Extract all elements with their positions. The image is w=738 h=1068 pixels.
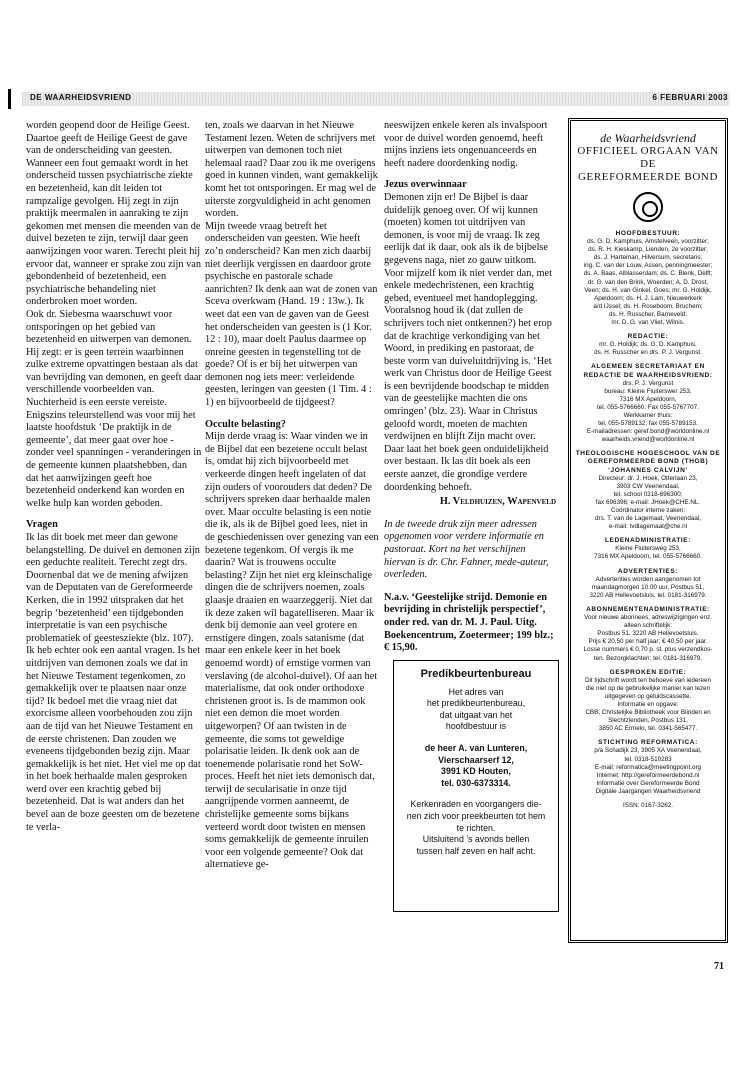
article-column-1 [26, 120, 202, 834]
colophon-line: E-mailadressen: geref.bond@worldonline.nl [586, 428, 710, 436]
paragraph: Ik heb echter ook een aantal vragen. Is het uitdrijven van demonen zoals we dat in het Nieuwe Testament tegenkomen, zo gemakkelijk over te plaatsen naar onze tijd? Ik bedoel met die vraag niet dat exorcisme alleen voorbehouden zou zijn aan de tijd van het Nieuwe Testament en de eerste christenen. Dan zouden we eveneens tijdgebonden bezig zijn. Maar gemakkelijk is het niet. Het viel me op dat in het boek herhaalde malen gesproken werd over een krachtig gebed bij bezetenheid. Dat is wat anders dan het bevel aan de boze geesten om de bezetene te verla- [26, 645, 201, 833]
book-review-info: N.a.v. ‘Geestelijke strijd. Demonie en bevrijding in christelijk perspectief’, onder red. van dr. M. J. Paul. Uitg. Boekencentrum, Zoetermeer; 199 blz.; € 15,90. [384, 591, 554, 654]
colophon-line: Slechtzienden, Postbus 131, [608, 717, 688, 725]
editorial-note: In de tweede druk zijn meer adressen opgenomen voor verdere informatie en pastoraat. Kort na het verschijnen hiervan is dr. Chr. Fahner, mede-auteur, overleden. [384, 518, 549, 581]
colophon-line: ds. H. Russcher en drs. P. J. Vergunst. [594, 349, 702, 357]
colophon-line: tel. 0318-510283 [624, 755, 672, 763]
box-line: Het adres van [448, 686, 504, 697]
paragraph: worden geopend door de Heilige Geest. Daartoe geeft de Heilige Geest de gave van de onderscheiding van geesten. Wanneer een fout gemaakt wordt in het onderscheid tussen psychiatrische ziekte en bezetenheid, kan dit leiden tot rampzalige gevolgen. Hij zegt in zijn praktijk meermalen in aanraking te zijn gekomen met mensen die meenden van de duivel bezeten te zijn, terwijl daar geen aanwijzingen voor waren. Terecht pleit hij ervoor dat, wanneer er sprake zou zijn van gebondenheid of bezetenheid, een psychiatrische behandeling niet onderbroken moet worden. [26, 120, 201, 308]
colophon-line: dr. G. van den Brink, Woerden; A. D. Drost, [587, 278, 709, 286]
header-paper-name: DE WAARHEIDSVRIEND [30, 93, 132, 102]
colophon-heading: ADVERTENTIES: [617, 567, 679, 575]
contact-city: 3991 KD Houten, [441, 766, 511, 777]
colophon-line: 7316 MX Apeldoorn, tel. 055-5766660. [594, 553, 702, 561]
colophon-section [575, 606, 721, 663]
colophon-line: ten. Bezorgklachten: tel. 0181-316979. [593, 654, 703, 662]
header-date: 6 FEBRUARI 2003 [652, 93, 728, 102]
colophon-line: mr. G. Holdijk; ds. G. D. Kamphuis; [599, 341, 697, 349]
paragraph: Mijn tweede vraag betreft het onderscheiden van geesten. Wie heeft zo’n onderscheid? Kan men zich daarbij niet deerlijk vergissen en daardoor grote psychische en pastorale schade aanrichten? Ik denk aan wat de zonen van Sceva overkwam (Hand. 19 : 13w.). Ik weet dat een van de gaven van de Geest het onderscheiden van geesten is (1 Kor. 12 : 10), maar doelt Paulus daarmee op onreine geesten in tegenstelling tot de goede? Of is er bij het uitwerpen van demonen nog iets meer: verleidende geesten, leringen van geesten (1 Tim. 4 : 1) en bijvoorbeeld de tijdgeest? [205, 220, 378, 409]
colophon-line: e-mail: tvdlagemaat@che.nl [608, 523, 688, 531]
colophon-line: E-mail: reformatica@meetingpoint.org [594, 763, 702, 771]
colophon-line: drs. P. J. Vergunst [622, 379, 674, 387]
issn: ISSN: 0167-3262. [622, 802, 674, 809]
masthead-subtitle: OFFICIEEL ORGAAN VAN DE [577, 145, 719, 170]
colophon-line: Werkkamer thuis: [623, 411, 673, 419]
colophon-heading: THEOLOGISCHE HOGESCHOOL VAN DE GEREFORMEERDE BOND (THGB) ‘JOHANNES CALVIJN’ [575, 450, 721, 474]
colophon-heading: STICHTING REFORMATICA: [598, 739, 698, 747]
colophon-heading: ABONNEMENTENADMINISTRATIE: [586, 605, 710, 613]
box-footer-line: te richten. [456, 822, 496, 833]
box-footer-line: Uitsluitend ’s avonds bellen [422, 834, 530, 845]
colophon-line: Advertenties worden aangenomen tot [595, 575, 701, 583]
paragraph: Ik las dit boek met meer dan gewone belangstelling. De duivel en demonen zijn een geduchte realiteit. Terecht zegt drs. Doornenbal dat we de mening afwijzen van de Deputaten van de Gereformeerde Kerken, die in 1992 uitspraken dat het begrip ‘bezetenheid’ een tijdgebonden interpretatie is van een psychische problematiek of geestesziekte (blz. 107). [26, 532, 200, 644]
author-signature: H. Veldhuizen, Wapenveld [439, 496, 556, 508]
page-header [22, 92, 730, 106]
paragraph: ten, zoals we daarvan in het Nieuwe Testament lezen. Weten de schrijvers met uitwerpen van demonen toch niet helemaal raad? Daar zou ik me overigens goed in kunnen vinden, want gemakkelijk komt het tot ontsporingen. Er mag wel de uiterste zorgvuldigheid in acht genomen worden. [205, 120, 378, 220]
colophon-section [575, 669, 721, 734]
colophon-line: Internet: http://gereformeerdebond.nl [596, 771, 700, 779]
colophon-section [575, 450, 721, 531]
colophon-line: CBB, Christelijke Bibliotheek voor Blinden en [585, 709, 711, 717]
colophon-line: Losse nummers € 0,70 p. st. plus verzendkos- [583, 646, 713, 654]
colophon-heading: LEDENADMINISTRATIE: [604, 537, 692, 545]
page-number: 71 [714, 961, 724, 972]
contact-name: de heer A. van Lunteren, [424, 742, 528, 753]
colophon-line: ds. H. Russcher, Barneveld; [608, 310, 688, 318]
colophon-line: Coördinator interne zaken: [610, 507, 686, 514]
colophon-section [575, 230, 721, 327]
section-heading-vragen: Vragen [26, 519, 58, 531]
predikbeurtenbureau-box [393, 660, 559, 912]
colophon-line: mr. D. G. van Vliet, Wilnis. [611, 319, 685, 327]
paragraph: Mijn derde vraag is: Waar vinden we in de Bijbel dat een bezetene occult belast is, omdat hij zich bijvoorbeeld met verkeerde dingen heeft ingelaten of dat zijn ouders of voorouders dat deden? De schrijvers spreken daar herhaalde malen over. Maar occulte belasting is een notie die ik, als ik de Bijbel goed lees, niet in de geschiedenissen over genezing van een bezetene tegenkom. Of vergis ik me daarin? Wat is trouwens occulte belasting? Zijn het niet erg kleinschalige dingen die de schrijvers noemen, zoals glaasje draaien en waarzeggerij. Niet dat ik deze zaken wil bagatelliseren. Maar ik denk bij demonie aan veel grotere en ernstigere dingen, zoals satanisme (dat maar een enkele keer in het boek genoemd wordt) of ernstige vormen van verslaving (de alcohol-duivel). Of aan het materialisme, dat ook onder orthodoxe christenen groot is. Is de mammon ook niet een demon die moet worden uitgeworpen? Of aan twisten in de gemeente, die soms tot geweldige polarisatie leiden. Ik denk ook aan de toenemende polarisatie rond het SoW-proces. Heeft het niet iets demonisch dat, terwijl de secularisatie in onze tijd aangrijpende vormen aanneemt, de christelijke gemeente soms bijkans verteerd wordt door twisten en mensen soms gemakkelijk de gemeente inruilen voor een volgende gemeente? Ook dat alternatieve ge- [205, 431, 379, 871]
colophon-line: alleen schriftelijk: [624, 622, 672, 630]
box-footer-line: tussen half zeven en half acht. [416, 845, 536, 856]
colophon-line: Prijs € 20,50 per half jaar; € 40,50 per jaar. [588, 638, 708, 646]
paragraph: Enigszins teleurstellend was voor mij het laatste hoofdstuk ‘De praktijk in de gemeente’, dat meer gaat over hoe - zonder veel spanningen - veranderingen in de gemeente kunnen plaatshebben, dan dat het aanwijzingen geeft hoe bezetenheid onderkend kan worden en welke hulp kan worden geboden. [26, 409, 202, 509]
colophon-line: tel. school 0318-696300; [613, 490, 683, 498]
colophon-line: Informatie over Gereformeerde Bond [596, 779, 700, 787]
colophon-heading: REDACTIE: [627, 333, 669, 341]
colophon-line: 3850 AC Ermelo, tel. 0341-565477. [598, 725, 698, 733]
contact-street: Vierschaarserf 12, [438, 754, 514, 765]
colophon-line: tel. 055-5789132; fax 055-5789153. [598, 420, 698, 428]
colophon-line: Veen; ds. H. van Ginkel, Goes; mr. G. Holdijk, [584, 286, 712, 294]
colophon-line: 3903 CW Veenendaal, [616, 482, 680, 490]
colophon-line: a/d IJssel; ds. H. Roseboom, Bruchem; [593, 302, 703, 310]
box-footer-line: Kerkenraden en voorgangers die- [410, 799, 542, 810]
box-line: het predikbeurtenbureau, [426, 698, 526, 709]
article-column-2 [205, 120, 379, 872]
colophon-line: Voor nieuwe abonnees, adreswijzigingen enz. [584, 614, 712, 622]
colophon-line: uitgegeven op geluidscassette. [604, 692, 692, 700]
colophon-line: die niet op de gebruikelijke manier kan lezen [585, 684, 711, 692]
section-heading-jezus: Jezus overwinnaar [384, 179, 467, 191]
colophon-line: bureau: Kleine Fluiterswег 253, [604, 387, 692, 395]
colophon-sections [575, 230, 721, 796]
colophon-line: p/a Schadijk 23, 3905 XA Veenendaal, [594, 747, 702, 755]
colophon-line: Kleine Fluiterswеg 253, [615, 545, 681, 553]
masthead-title: de Waarheidsvriend [600, 131, 696, 145]
colophon-line: Apeldoorn; ds. H. J. Lam, Nieuwerkerk [594, 294, 702, 302]
colophon-line: Digitale Jaargangen Waarheidsvriend [595, 787, 701, 795]
colophon-line: maandagmorgen 10.00 uur, Postbus 51, [591, 583, 705, 591]
colophon-line: Postbus 51, 3220 AB Hellevoetsluis. [597, 630, 699, 638]
colophon-line: ds. J. Harteman, Hilversum, secretaris; [593, 254, 703, 262]
colophon-line: 7316 MX Apeldoorn, [619, 395, 677, 403]
box-footer-line: nen zich voor preekbeurten tot hem [406, 810, 546, 821]
colophon-section [575, 537, 721, 561]
paragraph: Vooralsnog houd ik (dat zullen de schrijvers toch niet ontkennen?) het erop dat de krachtige verkondiging van het Woord, in prediking en pastoraat, de beste vorm van duiveluitdrijving is. ‘Het werk van Christus door de Heilige Geest is een bevrijdende boodschap te midden van de geestelijke machten die ons omringen’ (blz. 23). Waar in Christus geloofd wordt, moeten de machten verdwijnen en blijft Zijn macht over. Daar laat het boek geen onduidelijkheid over bestaan. Ik las dit boek als een eerste aanzet, die grondige verdere doordenking behoeft. [384, 305, 552, 493]
colophon-line: waarheids.vriend@worldonline.nl [601, 436, 695, 444]
article-column-3 [384, 120, 556, 655]
colophon-line: ds. A. Baas, Alblasserdam; ds. C. Blenk, Delft; [583, 270, 713, 278]
colophon-line: ds. G. D. Kamphuis, Amstelveen, voorzitter; [587, 238, 709, 246]
predikbeurtenbureau-title: Predikbeurtenbureau [420, 668, 532, 680]
colophon-line: Directeur: dr. J. Hoek, Otterlaan 23, [598, 474, 698, 482]
colophon-line: 3220 AB Hellevoetsluis, tel. 0181-316979. [589, 591, 707, 599]
colophon-section [575, 568, 721, 600]
section-heading-occulte: Occulte belasting? [205, 418, 286, 430]
colophon-line: ing. C. van der Louw, Assen, penningmeester; [583, 262, 713, 270]
paragraph: Ook dr. Siebesma waarschuwt voor ontsporingen op het gebied van bezetenheid en uitwerpen van demonen. Hij zegt: er is geen terrein waarbinnen zulke extreme opvattingen bestaan als dat van bevrijding van demonen, en geeft daar verschillende voorbeelden van. Nuchterheid is een eerste vereiste. [26, 308, 202, 409]
colophon-line: ds. R. H. Kieskamp, Lienden, 2e voorzitter; [588, 246, 708, 254]
colophon-section [575, 739, 721, 796]
colophon-line: fax 696396; e-mail: JHoek@CHE.NL. [595, 498, 701, 506]
paragraph: Demonen zijn er! De Bijbel is daar duidelijk genoeg over. Of wij kunnen (moeten) komen tot uitdrijven van demonen, is voor mij de vraag. Ik zeg eerlijk dat ik daar, ook als ik de bijbelse gegevens naga, niet zo gauw uitkom. Voor mijzelf kom ik niet verder dan, met enkele medechristenen, een krachtig gebed, eventueel met handoplegging. [384, 191, 552, 304]
colophon-heading: GESPROKEN EDITIE: [609, 668, 687, 676]
colophon-section [575, 333, 721, 357]
masthead-colophon [568, 118, 728, 943]
colophon-line: Informatie en opgave: [617, 700, 679, 708]
box-line: hoofdbestuur is [445, 721, 507, 732]
colophon-section [575, 363, 721, 444]
colophon-heading: HOOFDBESTUUR: [615, 230, 681, 237]
paragraph: neeswijzen enkele keren als invalspoort voor de duivel worden genoemd, heeft mijns inziens iets ongenuanceerds en heeft nadere doordenking nodig. [384, 120, 548, 169]
colophon-line: drs. T. van de Lagemaat, Veenendaal, [595, 515, 701, 523]
colophon-heading: ALGEMEEN SECRETARIAAT EN REDACTIE DE WAARHEIDSVRIEND: [583, 363, 713, 379]
contact-phone: tel. 030-6373314. [441, 777, 511, 788]
masthead-subtitle: GEREFORMEERDE BOND [577, 171, 719, 183]
colophon-line: Dit tijdschrift wordt ten behoeve van iedereen [584, 676, 711, 684]
gereformeerde-bond-logo [633, 192, 663, 222]
colophon-line: tel. 055-5766660. Fax 055-5767707. [597, 403, 699, 411]
box-line: dat uitgaat van het [439, 709, 513, 720]
margin-rule [8, 89, 11, 109]
